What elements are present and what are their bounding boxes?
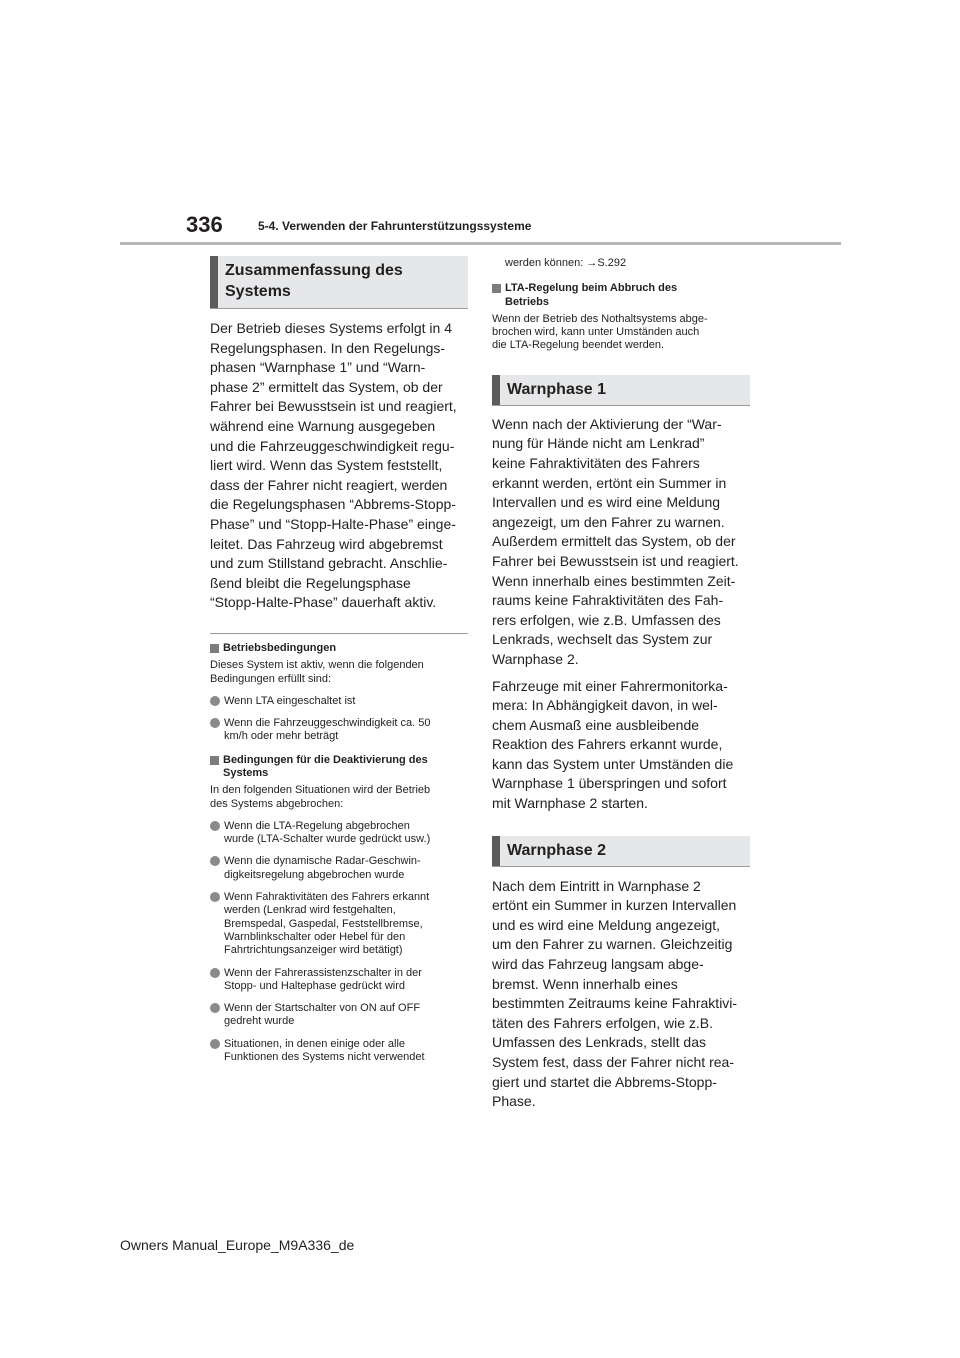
text-line: gedreht wurde <box>224 1015 295 1028</box>
text-line: phasen “Warnphase 1” und “Warn- <box>210 359 426 376</box>
text-line: Lenkrads, wechselt das System zur <box>492 631 713 648</box>
text-line: digkeitsregelung abgebrochen wurde <box>224 868 405 881</box>
text-line: dass der Fahrer nicht reagiert, werden <box>210 476 448 493</box>
lta-text <box>492 313 750 353</box>
text-line: Fahrer bei Bewusstsein ist und reagiert, <box>210 398 457 415</box>
text-line: Fahrtrichtungsanzeiger wird betätigt) <box>224 944 403 957</box>
text-line: Wenn die dynamische Radar-Geschwin- <box>224 855 421 868</box>
text-line: nung für Hände nicht am Lenkrad” <box>492 435 705 452</box>
text-line: wird das Fahrzeug langsam abge- <box>492 956 704 973</box>
deactivation-text <box>210 784 468 811</box>
circle-bullet-icon <box>210 821 220 831</box>
text-line: raums keine Fahraktivitäten des Fah- <box>492 592 724 609</box>
section-heading-summary <box>210 256 468 308</box>
subsection-rule <box>210 633 468 634</box>
text-line: Wenn nach der Aktivierung der “War- <box>492 415 722 432</box>
subheading-lta-regulation <box>492 282 750 309</box>
text-line: Wenn die Fahrzeuggeschwindigkeit ca. 50 <box>224 717 431 730</box>
text-line: ertönt ein Summer in kurzen Intervallen <box>492 897 737 914</box>
subheading-text <box>505 282 677 309</box>
text-line: In den folgenden Situationen wird der Betrieb <box>210 784 431 797</box>
text-line: Reaktion des Fahrers erkannt wurde, <box>492 736 723 753</box>
text-line: Wenn der Startschalter von ON auf OFF <box>224 1002 421 1015</box>
heading-rule <box>492 405 750 406</box>
intro-paragraph <box>210 319 468 613</box>
subheading-operating-conditions <box>210 642 468 655</box>
text-line: Warnphase 1 überspringen und sofort <box>492 775 727 792</box>
list-item <box>210 967 468 994</box>
text-line: bremst. Wenn innerhalb eines <box>492 975 678 992</box>
text-line: während eine Warnung ausgegeben <box>210 417 436 434</box>
subheading-deactivation <box>210 754 468 781</box>
text-line: rers erfolgen, wie z.B. Umfassen des <box>492 611 721 628</box>
text-line: Dieses System ist aktiv, wenn die folgenden <box>210 659 424 672</box>
header-rule <box>120 242 841 245</box>
text-line: Betriebs <box>505 295 550 308</box>
list-item-text <box>224 695 355 708</box>
subheading-text <box>223 754 428 781</box>
subheading-text: Betriebsbedingungen <box>223 641 337 654</box>
text-line: Fahrzeuge mit einer Fahrermonitorka- <box>492 677 728 694</box>
list-item <box>210 820 468 847</box>
text-line: Situationen, in denen einige oder alle <box>224 1037 406 1050</box>
square-bullet-icon <box>492 284 501 293</box>
text-line: brochen wird, kann unter Umständen auch <box>492 326 700 339</box>
text-line: Funktionen des Systems nicht verwendet <box>224 1051 425 1064</box>
left-column <box>210 256 468 1064</box>
text-line: Regelungsphasen. In den Regelungs- <box>210 339 446 356</box>
list-item-text <box>224 1002 420 1029</box>
text-line: kann das System unter Umständen die <box>492 755 734 772</box>
list-item-text <box>224 855 421 882</box>
heading-line: Systems <box>225 283 291 300</box>
warnphase-2-paragraph <box>492 877 750 1112</box>
text-line: Fahrer bei Bewusstsein ist und reagiert. <box>492 552 739 569</box>
text-line: mera: In Abhängigkeit davon, in wel- <box>492 697 718 714</box>
text-line: erkannt werden, ertönt ein Summer in <box>492 474 727 491</box>
text-line: Nach dem Eintritt in Warnphase 2 <box>492 877 701 894</box>
text-line: des Systems abgebrochen: <box>210 797 344 810</box>
text-line: Wenn Fahraktivitäten des Fahrers erkannt <box>224 891 430 904</box>
circle-bullet-icon <box>210 1003 220 1013</box>
text-line: Wenn LTA eingeschaltet ist <box>224 694 356 707</box>
circle-bullet-icon <box>210 856 220 866</box>
text-line: wurde (LTA-Schalter wurde gedrückt usw.) <box>224 833 431 846</box>
list-item-text <box>224 717 430 744</box>
chapter-title: 5-4. Verwenden der Fahrunterstützungssysteme <box>258 219 532 233</box>
text-line: leitet. Das Fahrzeug wird abgebremst <box>210 535 443 552</box>
text-line: Intervallen und es wird eine Meldung <box>492 494 721 511</box>
circle-bullet-icon <box>210 718 220 728</box>
text-line: System fest, dass der Fahrer nicht rea- <box>492 1054 734 1070</box>
text-line: ßend bleibt die Regelungsphase <box>210 574 411 591</box>
circle-bullet-icon <box>210 892 220 902</box>
heading-rule <box>210 308 468 309</box>
text-line: Bremspedal, Gaspedal, Feststellbremse, <box>224 917 423 930</box>
text-line: Systems <box>223 766 269 779</box>
list-item <box>210 717 468 744</box>
warnphase-1-camera-paragraph <box>492 677 750 814</box>
footer-text: Owners Manual_Europe_M9A336_de <box>120 1237 355 1253</box>
text-line: die Regelungsphasen “Abbrems-Stopp- <box>210 496 456 513</box>
list-item <box>210 1002 468 1029</box>
text-line: die LTA-Regelung beendet werden. <box>492 339 665 352</box>
list-item-text <box>224 891 429 957</box>
list-item <box>210 855 468 882</box>
circle-bullet-icon <box>210 968 220 978</box>
text-line: um den Fahrer zu warnen. Gleichzeitig <box>492 936 733 953</box>
text-line: chem Ausmaß eine ausbleibende <box>492 716 700 733</box>
text-line: Bedingungen erfüllt sind: <box>210 672 332 685</box>
heading-line: Zusammenfassung des <box>225 262 403 279</box>
operating-text <box>210 659 468 686</box>
text-line: Warnblinkschalter oder Hebel für den <box>224 930 406 943</box>
text-line: täten des Fahrers erfolgen, wie z.B. <box>492 1014 713 1031</box>
text-line: “Stopp-Halte-Phase” dauerhaft aktiv. <box>210 594 437 611</box>
circle-bullet-icon <box>210 696 220 706</box>
list-item-text <box>224 820 430 847</box>
text-line: Außerdem ermittelt das System, ob der <box>492 533 736 550</box>
text-line: Phase. <box>492 1093 536 1110</box>
text-line: phase 2” ermittelt das System, ob der <box>210 378 443 395</box>
text-line: Umfassen des Lenkrads, stellt das <box>492 1034 706 1051</box>
text-line: keine Fahraktivitäten des Fahrers <box>492 454 700 471</box>
text-line: Bedingungen für die Deaktivierung des <box>223 753 428 766</box>
text-line: werden (Lenkrad wird festgehalten, <box>224 904 396 917</box>
list-item-text <box>224 967 422 994</box>
text-line: bestimmten Zeitraums keine Fahraktivi- <box>492 995 738 1012</box>
text-line: Der Betrieb dieses Systems erfolgt in 4 <box>210 320 452 336</box>
heading-rule <box>492 866 750 867</box>
section-heading-warnphase-2: Warnphase 2 <box>492 836 750 866</box>
list-item-text <box>224 1038 425 1065</box>
text-line: Wenn die LTA-Regelung abgebrochen <box>224 819 410 832</box>
text-line: Stopp- und Haltephase gedrückt wird <box>224 979 405 992</box>
text-line: und es wird eine Meldung angezeigt, <box>492 916 721 933</box>
text-line: mit Warnphase 2 starten. <box>492 795 648 812</box>
right-column <box>492 256 750 1112</box>
text-line: Wenn der Fahrerassistenzschalter in der <box>224 966 422 979</box>
list-item <box>210 695 468 708</box>
text-line: angezeigt, um den Fahrer zu warnen. <box>492 513 725 530</box>
section-heading-warnphase-1: Warnphase 1 <box>492 375 750 405</box>
text-line: Wenn innerhalb eines bestimmten Zeit- <box>492 572 736 589</box>
text-line: km/h oder mehr beträgt <box>224 730 339 743</box>
text-line: Warnphase 2. <box>492 650 579 667</box>
text-line: giert und startet die Abbrems-Stopp- <box>492 1073 717 1090</box>
text-line: Phase” und “Stopp-Halte-Phase” einge- <box>210 515 456 532</box>
text-line: LTA-Regelung beim Abbruch des <box>505 282 678 295</box>
text-line: und zum Stillstand gebracht. Anschlie- <box>210 555 448 572</box>
circle-bullet-icon <box>210 1039 220 1049</box>
list-item <box>210 891 468 957</box>
text-line: liert wird. Wenn das System feststellt, <box>210 457 443 474</box>
square-bullet-icon <box>210 756 219 765</box>
list-item <box>210 1038 468 1065</box>
text-line: und die Fahrzeuggeschwindigkeit regu- <box>210 437 455 454</box>
text-line: Wenn der Betrieb des Nothaltsystems abge- <box>492 312 708 325</box>
page-number: 336 <box>186 212 223 237</box>
continuation-text: werden können: →S.292 <box>505 257 627 269</box>
square-bullet-icon <box>210 644 219 653</box>
warnphase-1-paragraph <box>492 415 750 670</box>
